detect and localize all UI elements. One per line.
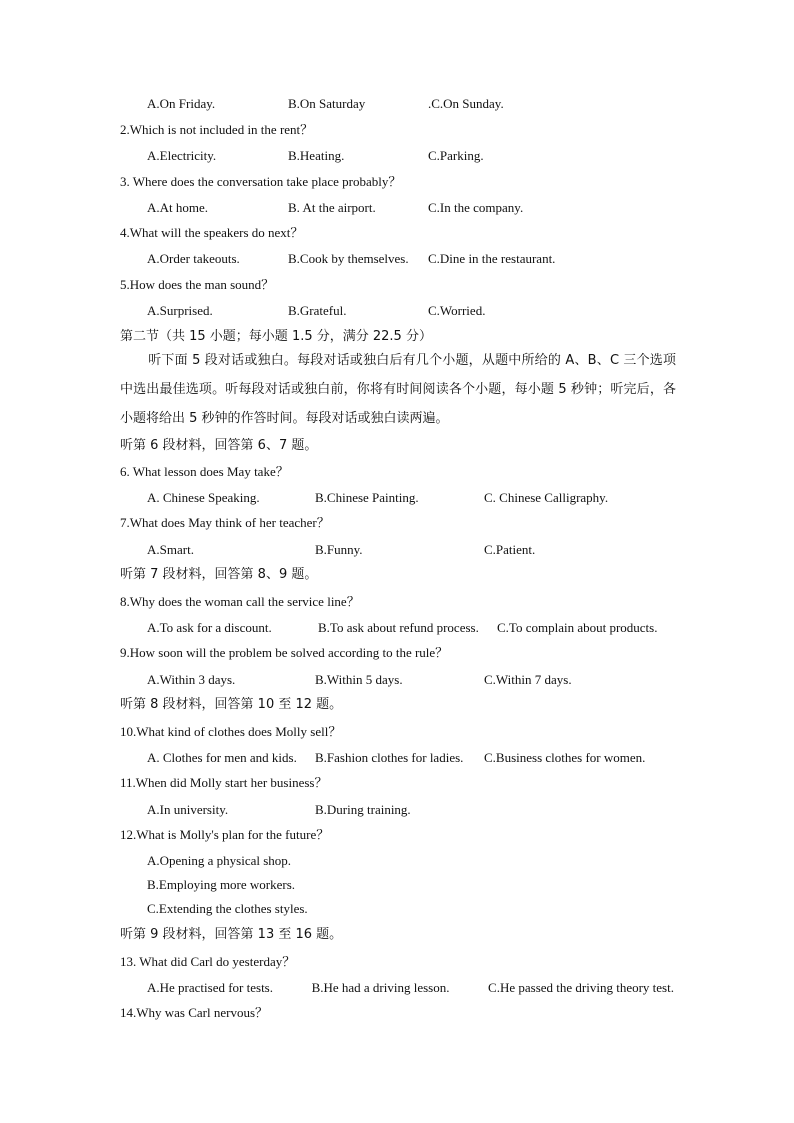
answer-option: B.Funny. (315, 542, 363, 557)
answer-option: B.Grateful. (288, 303, 347, 318)
answer-option: A. Clothes for men and kids. (147, 750, 297, 765)
question-text: 3. Where does the conversation take place probably？ (120, 174, 402, 189)
answer-option: A.Surprised. (147, 303, 213, 318)
answer-option: B.Within 5 days. (315, 672, 403, 687)
question-text: 9.How soon will the problem be solved according to the rule？ (120, 645, 449, 660)
passage-instruction: 听第 6 段材料，回答第 6、7 题。 (120, 438, 318, 453)
question-text: 6. What lesson does May take？ (120, 464, 289, 479)
answer-option: B.Employing more workers. (147, 877, 296, 892)
answer-option: B.Fashion clothes for ladies. (315, 750, 464, 765)
answer-option: C.Dine in the restaurant. (428, 251, 556, 266)
answer-option: A.Electricity. (147, 148, 217, 163)
passage-instruction: 听第 9 段材料，回答第 13 至 16 题。 (120, 927, 343, 942)
question-text: 5.How does the man sound？ (120, 277, 275, 292)
question-text: 14.Why was Carl nervous？ (120, 1005, 269, 1020)
question-text: 13. What did Carl do yesterday？ (120, 954, 296, 969)
answer-option: B. At the airport. (288, 200, 376, 215)
question-text: 8.Why does the woman call the service line？ (120, 594, 360, 609)
answer-option: A.Smart. (147, 542, 194, 557)
answer-option: C.To complain about products. (497, 620, 658, 635)
section-title: 第二节（共 15 小题；每小题 1.5 分，满分 22.5 分） (120, 329, 432, 344)
answer-option: A.In university. (147, 802, 229, 817)
answer-option: A.To ask for a discount. (147, 620, 272, 635)
q13-options (147, 979, 674, 997)
answer-option: B.To ask about refund process. (318, 620, 479, 635)
answer-option: A.Within 3 days. (147, 672, 236, 687)
question-text: 12.What is Molly's plan for the future？ (120, 827, 330, 842)
passage-instruction: 听第 7 段材料，回答第 8、9 题。 (120, 567, 318, 582)
answer-option: A.At home. (147, 200, 209, 215)
passage-instruction: 听第 8 段材料，回答第 10 至 12 题。 (120, 697, 343, 712)
answer-option: C.Business clothes for women. (484, 750, 646, 765)
answer-option: C.Worried. (428, 303, 486, 318)
section-instructions-text: 听下面 5 段对话或独白。每段对话或独白后有几个小题，从题中所给的 A、B、C 三个选项中选出最佳选项。听每段对话或独白前，你将有时间阅读各个小题，每小题 5 秒钟；听完后，各小题将给出 5 秒钟的作答时间。每段对话或独白读两遍。 (120, 353, 676, 426)
answer-option: B.Cook by themselves. (288, 251, 409, 266)
answer-option: C.He passed the driving theory test. (488, 980, 674, 995)
answer-option: C.Within 7 days. (484, 672, 572, 687)
answer-option: A.He practised for tests. (147, 980, 273, 995)
question-text: 4.What will the speakers do next？ (120, 225, 304, 240)
answer-option: B.During training. (315, 802, 411, 817)
answer-option: C.Parking. (428, 148, 484, 163)
answer-option: B.He had a driving lesson. (311, 980, 450, 995)
answer-option: B.Heating. (288, 148, 345, 163)
question-text: 2.Which is not included in the rent？ (120, 122, 314, 137)
question-text: 11.When did Molly start her business？ (120, 775, 328, 790)
question-text: 10.What kind of clothes does Molly sell？ (120, 724, 342, 739)
answer-option: C.In the company. (428, 200, 524, 215)
answer-option: B.Chinese Painting. (315, 490, 419, 505)
answer-option: .C.On Sunday. (428, 96, 504, 111)
answer-option: C. Chinese Calligraphy. (484, 490, 609, 505)
answer-option: C.Extending the clothes styles. (147, 901, 308, 916)
answer-option: C.Patient. (484, 542, 536, 557)
answer-option: A.Order takeouts. (147, 251, 240, 266)
answer-option: B.On Saturday (288, 96, 366, 111)
answer-option: A.On Friday. (147, 96, 216, 111)
answer-option: A.Opening a physical shop. (147, 853, 292, 868)
question-text: 7.What does May think of her teacher？ (120, 515, 330, 530)
answer-option: A. Chinese Speaking. (147, 490, 260, 505)
section-instructions (120, 346, 676, 433)
